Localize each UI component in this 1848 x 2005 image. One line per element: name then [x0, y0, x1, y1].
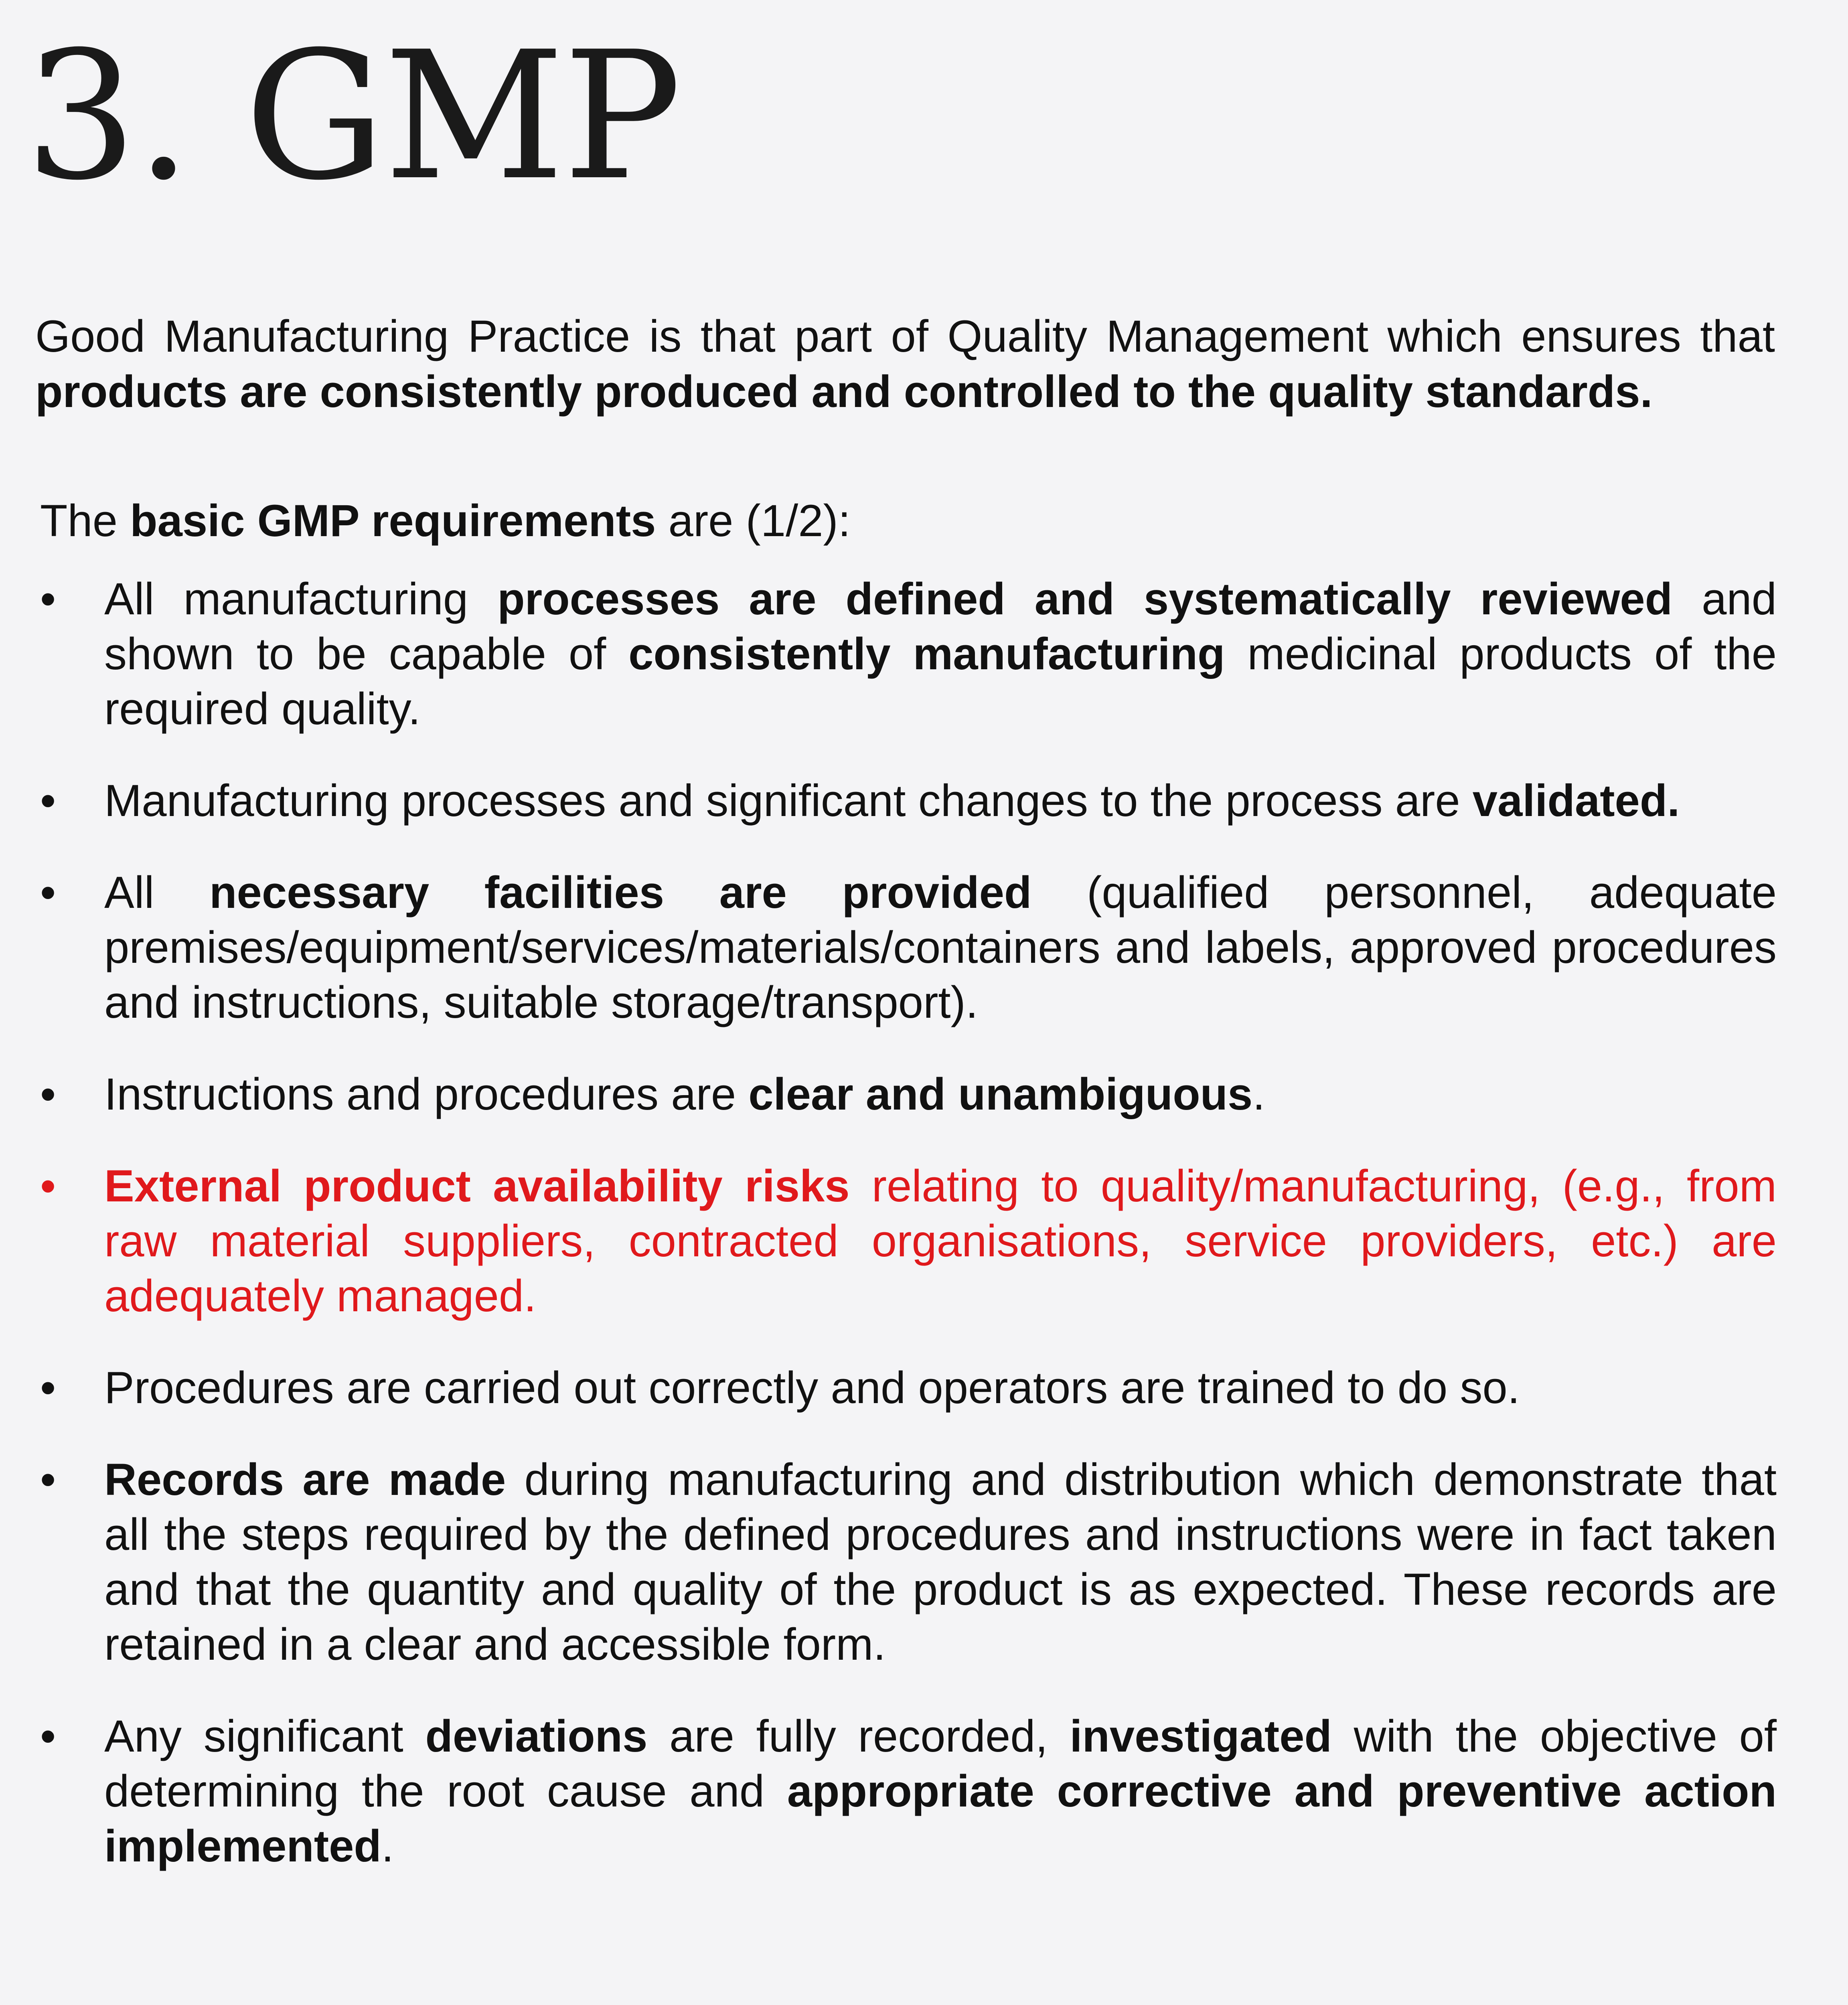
item-text: All manufacturing	[104, 574, 498, 624]
lead-text-pre: The	[40, 496, 130, 546]
item-text: relating to quality/manufacturing, (e.g., from raw material suppliers, contracted organisations, service providers, etc.) are adequately managed.	[104, 1161, 1777, 1321]
item-text: Any significant	[104, 1711, 426, 1761]
item-text: are fully recorded,	[647, 1711, 1070, 1761]
item-text: with the objective of determining the root cause and	[104, 1711, 1777, 1816]
list-item	[36, 1067, 1777, 1122]
list-item	[36, 571, 1777, 736]
bullet-point: •	[40, 1711, 56, 1761]
bullet-point: •	[40, 1454, 56, 1505]
list-item	[36, 773, 1777, 828]
item-bold-text: deviations	[425, 1711, 648, 1761]
bullet-point: •	[40, 574, 56, 624]
item-text: Manufacturing processes and significant changes to the process are	[104, 776, 1473, 826]
bullet-point: •	[40, 776, 56, 826]
item-text: Procedures are carried out correctly and operators are trained to do so.	[104, 1363, 1520, 1413]
bullet-point: •	[40, 1069, 56, 1119]
requirements-list	[36, 571, 1777, 1910]
item-bold-text: appropriate corrective and preventive action implemented	[104, 1766, 1777, 1871]
lead-text-post: are (1/2):	[656, 496, 851, 546]
intro-text: Good Manufacturing Practice is that part of Quality Management which ensures that	[35, 311, 1775, 361]
item-bold-text: clear and unambiguous	[748, 1069, 1253, 1119]
item-bold-text: consistently manufacturing	[628, 629, 1225, 679]
item-bold-text: processes are defined and systematically reviewed	[497, 574, 1673, 624]
list-item	[36, 1709, 1777, 1873]
bullet-point: •	[40, 867, 56, 917]
list-item	[36, 1452, 1777, 1672]
item-text: .	[1252, 1069, 1265, 1119]
item-bold-text: validated.	[1472, 776, 1680, 826]
item-text: and shown to be capable of	[104, 574, 1777, 679]
item-text: .	[381, 1821, 394, 1871]
intro-paragraph	[35, 309, 1775, 419]
bullet-point: •	[40, 1363, 56, 1413]
item-bold-text: necessary facilities are provided	[209, 867, 1032, 917]
bullet-point: •	[40, 1161, 56, 1211]
item-text: All	[104, 867, 210, 917]
requirements-lead	[40, 493, 851, 549]
item-bold-text: Records are made	[104, 1454, 506, 1505]
lead-text-bold: basic GMP requirements	[130, 496, 656, 546]
page-title: 3. GMP	[25, 14, 680, 219]
list-item-highlighted	[36, 1158, 1777, 1323]
item-text: medicinal products of the required quality.	[104, 629, 1777, 734]
item-bold-text: External product availability risks	[104, 1161, 850, 1211]
item-bold-text: investigated	[1070, 1711, 1332, 1761]
list-item	[36, 1360, 1777, 1415]
list-item	[36, 865, 1777, 1030]
item-text: Instructions and procedures are	[104, 1069, 749, 1119]
item-text: (qualified personnel, adequate premises/equipment/services/materials/containers and labels, approved procedures and instructions, suitable storage/transport).	[104, 867, 1777, 1027]
intro-bold-text: products are consistently produced and controlled to the quality standards.	[35, 367, 1653, 417]
item-text: during manufacturing and distribution which demonstrate that all the steps required by the defined procedures and instructions were in fact taken and that the quantity and quality of the product is as expected. These records are retained in a clear and accessible form.	[104, 1454, 1777, 1669]
